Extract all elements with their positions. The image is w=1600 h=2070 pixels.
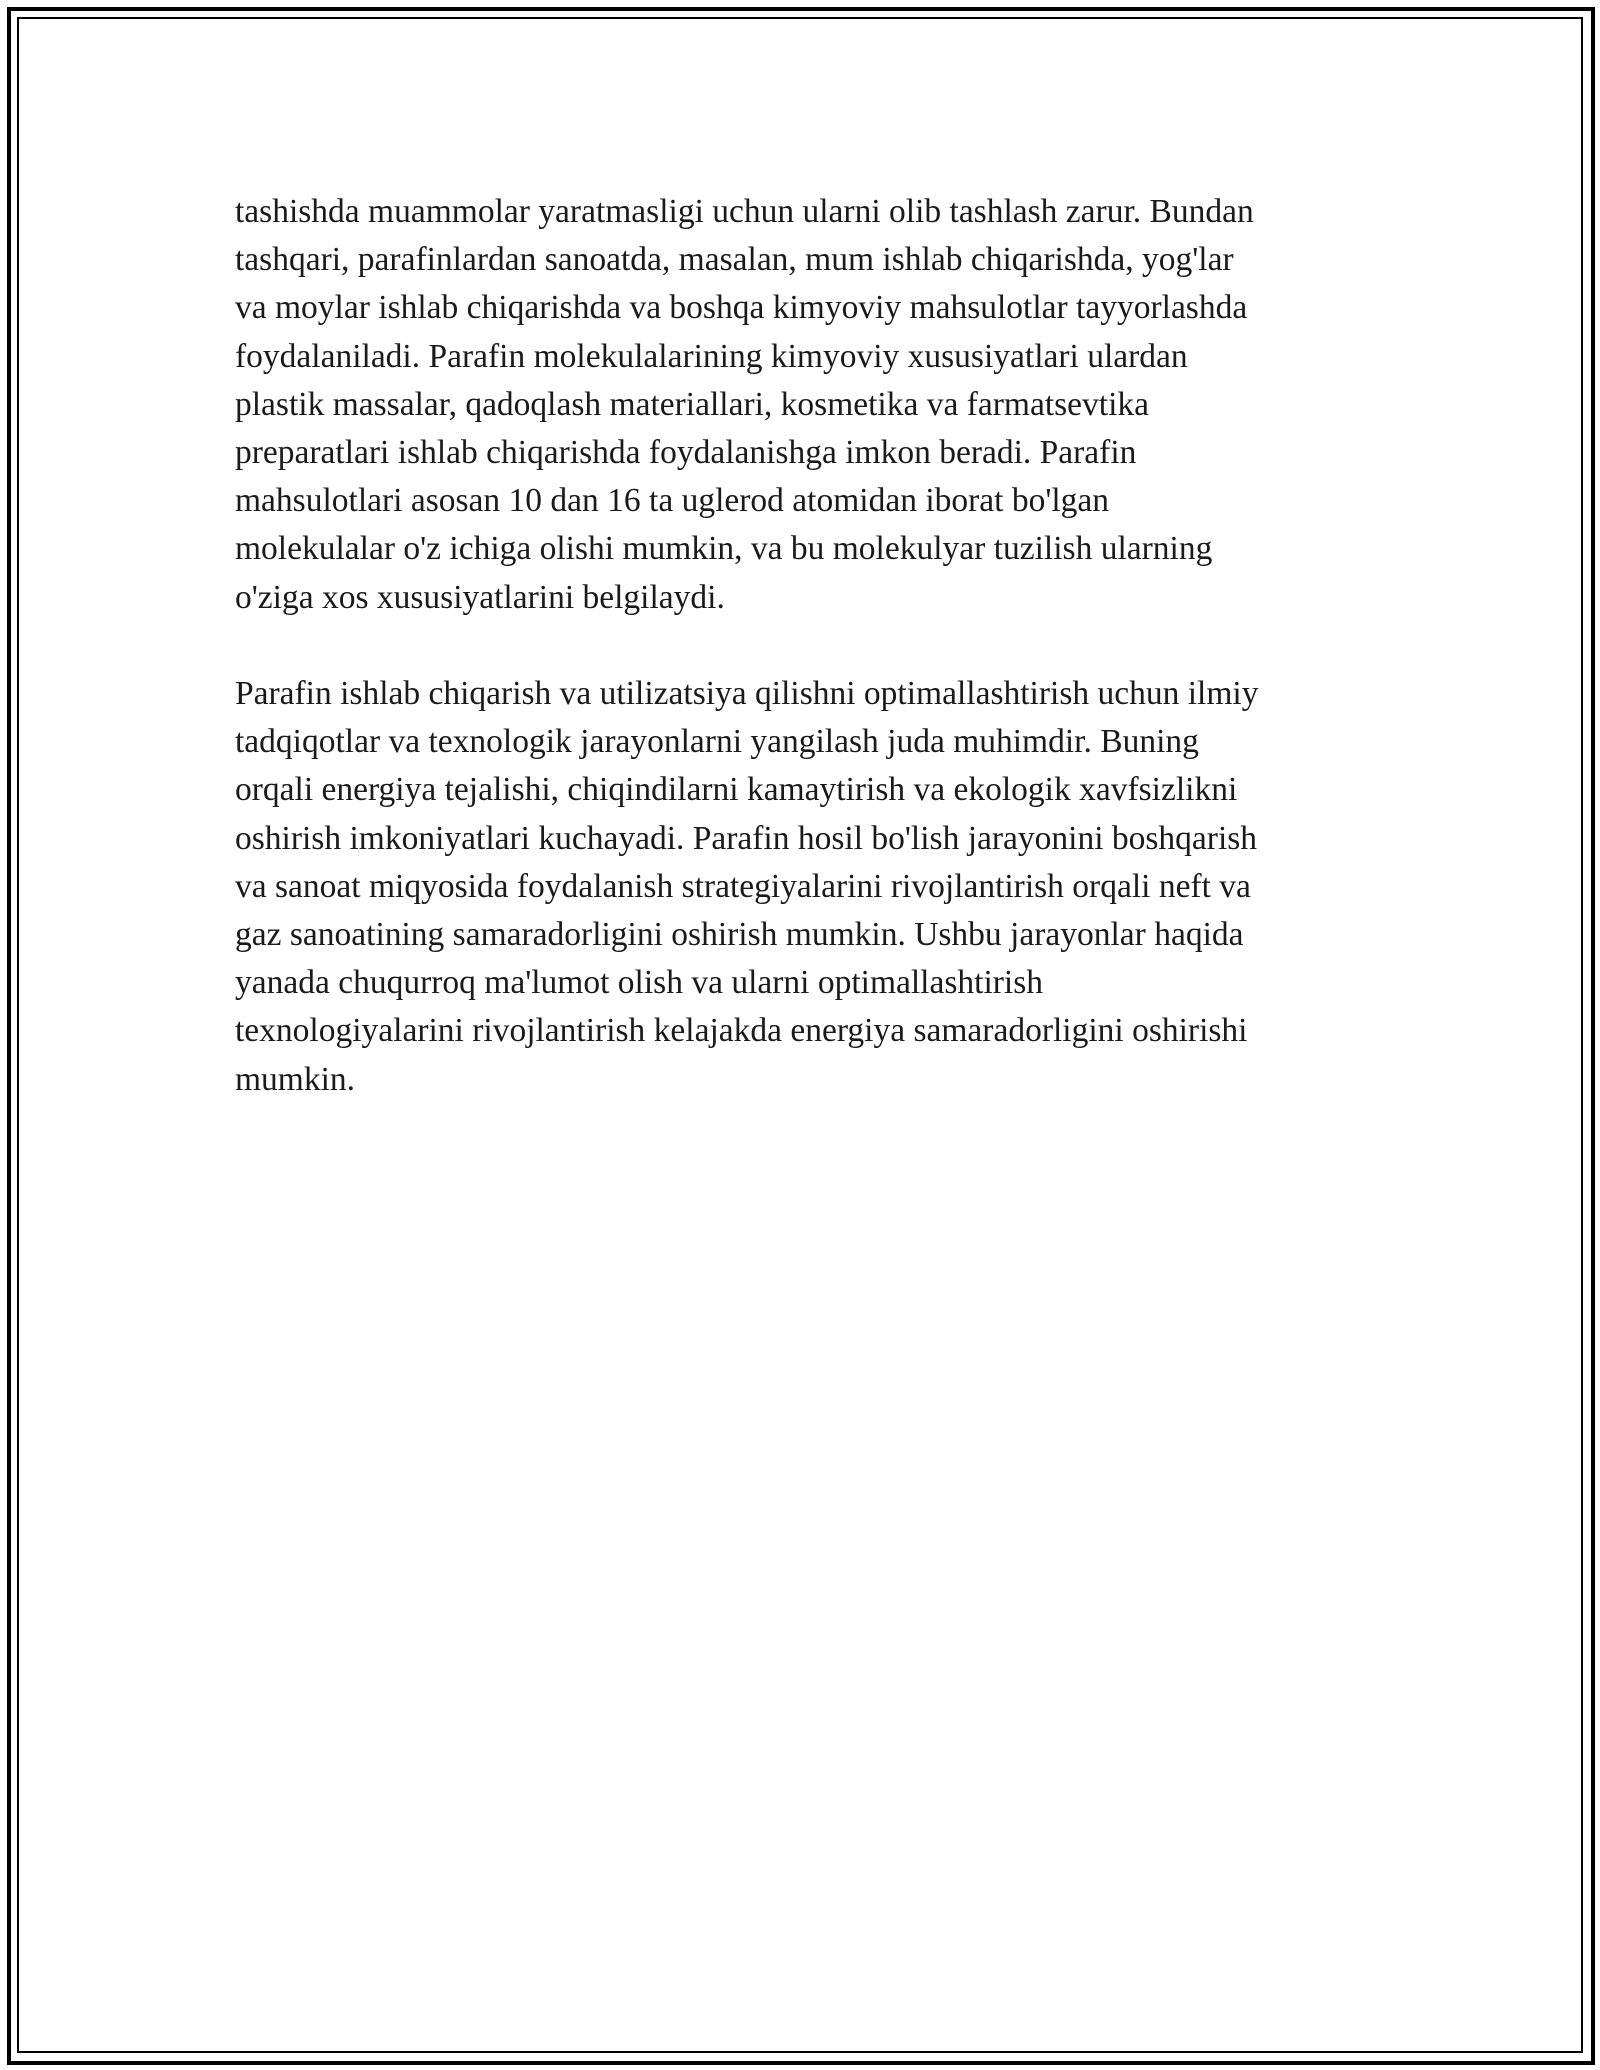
paragraph-1: tashishda muammolar yaratmasligi uchun ularni olib tashlash zarur. Bundan tashqari, parafinlardan sanoatda, masalan, mum ishlab chiqarishda, yog'lar va moylar ishlab chiqarishda va boshqa kimyoviy mahsulotlar tayyorlashda foydalaniladi. Parafin molekulalarining kimyoviy xususiyatlari ulardan plastik massalar, qadoqlash materiallari, kosmetika va farmatsevtika preparatlari ishlab chiqarishda foydalanishga imkon beradi. Parafin mahsulotlari asosan 10 dan 16 ta uglerod atomidan iborat bo'lgan molekulalar o'z ichiga olishi mumkin, va bu molekulyar tuzilish ularning o'ziga xos xususiyatlarini belgilaydi. xyxy=(235,193,1254,616)
document-body xyxy=(235,188,1365,1152)
paragraph-2: Parafin ishlab chiqarish va utilizatsiya qilishni optimallashtirish uchun ilmiy tadqiqotlar va texnologik jarayonlarni yangilash juda muhimdir. Buning orqali energiya tejalishi, chiqindilarni kamaytirish va ekologik xavfsizlikni oshirish imkoniyatlari kuchayadi. Parafin hosil bo'lish jarayonini boshqarish va sanoat miqyosida foydalanish strategiyalarini rivojlantirish orqali neft va gaz sanoatining samaradorligini oshirish mumkin. Ushbu jarayonlar haqida yanada chuqurroq ma'lumot olish va ularni optimallashtirish texnologiyalarini rivojlantirish kelajakda energiya samaradorligini oshirishi mumkin. xyxy=(235,675,1259,1098)
